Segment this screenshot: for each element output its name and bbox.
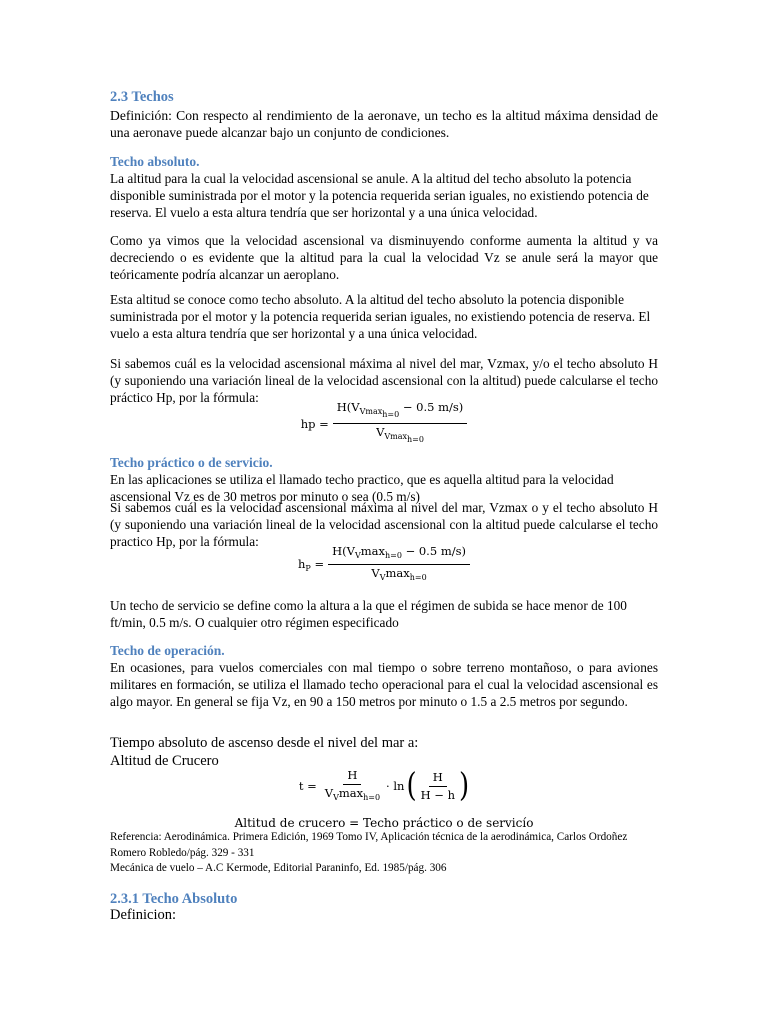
techo-practico-p1: En las aplicaciones se utiliza el llamado techo practico, que es aquella altitud para la velocidad ascensional Vz es de 30 metros por minuto o sea (0.5 m/s)	[110, 472, 614, 504]
formula-hp-practico-fraction	[328, 544, 470, 585]
formula-hp-practico-lhs: $h_P$ =	[298, 556, 325, 573]
techo-absoluto-p1: La altitud para la cual la velocidad ascensional se anule. A la altitud del techo absoluto la potencia disponible suministrada por el motor y la potencia requerida serian iguales, no existiendo potencia de reserva. El vuelo a esta altura tendría que ser horizontal y a una única velocidad.	[110, 171, 649, 220]
formula-tiempo-fraction1	[321, 768, 384, 805]
section-title: 2.3 Techos	[110, 89, 174, 105]
techo-operacion-line2: Altitud de Crucero	[110, 753, 219, 769]
formula-hp-numerator: $H(V_{Vmaxh=0} - 0.5$ m/s)	[333, 400, 468, 424]
heading-techo-practico: Techo práctico o de servicio.	[110, 455, 273, 470]
formula-tiempo-f1-denominator: $V_V\max_{h=0}$	[324, 785, 381, 802]
techo-servicio-p: Un techo de servicio se define como la altura a la que el régimen de subida se hace menor de 100 ft/min, 0.5 m/s. O cualquier otro régimen especificado	[110, 598, 627, 630]
formula-altitud-crucero: Altitud de crucero = Techo práctico o de servicío	[234, 816, 534, 830]
formula-tiempo-f1-numerator: H	[343, 768, 361, 785]
techo-absoluto-p4: Si sabemos cuál es la velocidad ascensional máxima al nivel del mar, Vzmax, y/o el techo absoluto H (y suponiendo una variación lineal de la velocidad ascensional con la altitud) puede calcularse el techo práctico Hp, por la fórmula:	[110, 356, 658, 405]
formula-tiempo	[110, 764, 658, 808]
reference-1: Referencia: Aerodinámica. Primera Edición, 1969 Tomo IV, Aplicación técnica de la aerodinámica, Carlos Ordoñez Romero Robledo/pág. 329 - 331	[110, 831, 628, 859]
heading-techo-absoluto: Techo absoluto.	[110, 154, 200, 169]
section-definition: Definición: Con respecto al rendimiento de la aeronave, un techo es la altitud máxima densidad de una aeronave puede alcanzar bajo un conjunto de condiciones.	[110, 108, 658, 140]
formula-hp	[110, 400, 658, 444]
formula-tiempo-lparen: (	[406, 767, 417, 805]
formula-hp-practico-denominator: $V_V\max_{h=0}$	[371, 566, 427, 582]
reference-2: Mecánica de vuelo – A.C Kermode, Editorial Paraninfo, Ed. 1985/pág. 306	[110, 862, 447, 874]
formula-tiempo-fraction2	[417, 770, 459, 803]
formula-tiempo-f2-denominator: H − h	[420, 787, 455, 802]
techo-practico-p2: Si sabemos cuál es la velocidad ascensional máxima al nivel del mar, Vzmax o y el techo absoluto H (y suponiendo una variación lineal de la velocidad ascensional con la altitud puede calcularse el techo practico Hp, por la fórmula:	[110, 500, 658, 549]
formula-tiempo-lhs: t =	[298, 779, 317, 793]
techo-operacion-line1: Tiempo absoluto de ascenso desde el nivel del mar a:	[110, 735, 419, 751]
formula-hp-fraction	[333, 400, 468, 447]
heading-techo-operacion: Techo de operación.	[110, 643, 225, 658]
formula-tiempo-ln: · ln	[386, 779, 405, 793]
formula-hp-lhs: hp =	[300, 416, 329, 431]
formula-tiempo-rparen: )	[459, 767, 470, 805]
subsection-definition: Definicion:	[110, 907, 177, 923]
techo-absoluto-p3: Esta altitud se conoce como techo absoluto. A la altitud del techo absoluto la potencia disponible suministrada por el motor y la potencia requerida serian iguales, no existiendo potencia de reserva. El vuelo a esta altura tendría que ser horizontal y a una única velocidad.	[110, 292, 651, 341]
techo-absoluto-p2: Como ya vimos que la velocidad ascensional va disminuyendo conforme aumenta la altitud y va decreciendo o es evidente que la altitud para la cual la velocidad Vz se anule será la mayor que teóricamente podría alcanzar un aeroplano.	[110, 233, 658, 282]
subsection-title: 2.3.1 Techo Absoluto	[110, 891, 238, 907]
formula-hp-practico	[110, 544, 658, 584]
formula-hp-practico-numerator: $H(V_V\max_{h=0} - 0.5$ m/s)	[328, 544, 470, 565]
formula-hp-denominator: $V_{Vmaxh=0}$	[376, 425, 424, 444]
formula-tiempo-f2-numerator: H	[429, 770, 447, 787]
techo-operacion-p1: En ocasiones, para vuelos comerciales con mal tiempo o sobre terreno montañoso, o para aviones militares en formación, se utiliza el llamado techo operacional para el cual la velocidad ascensional es algo mayor. En general se fija Vz, en 90 a 150 metros por minuto o 1.5 a 2.5 metros por segundo.	[110, 660, 658, 709]
